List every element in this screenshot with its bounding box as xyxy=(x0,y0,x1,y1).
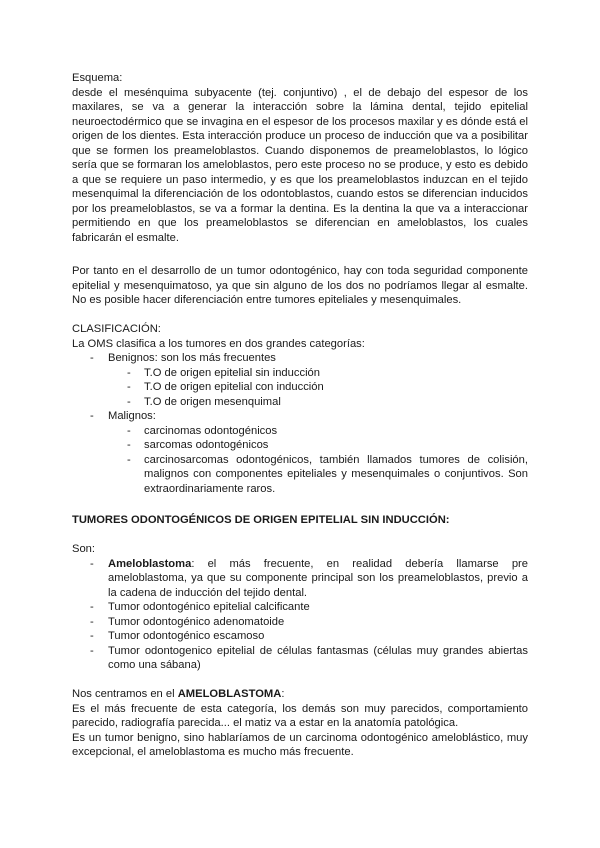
dash-bullet: - xyxy=(90,615,94,628)
ameloblastoma-description: : el más frecuente, en realidad debería llamarse pre ameloblastoma, ya que su componente principal son los preameloblastos, previo a la cadena de inducción del tejido dental. xyxy=(108,557,528,599)
dash-bullet: - xyxy=(90,630,94,643)
dash-bullet: - xyxy=(90,644,94,657)
epithelial-heading: TUMORES ODONTOGÉNICOS DE ORIGEN EPITELIAL SIN INDUCCIÓN: xyxy=(72,514,450,526)
dash-bullet: - xyxy=(127,366,131,379)
focus-heading xyxy=(72,687,528,702)
list-item xyxy=(72,644,528,673)
dash-bullet: - xyxy=(127,381,131,394)
benign-item: T.O de origen epitelial sin inducción xyxy=(144,366,320,379)
epithelial-item: Tumor odontogenico epitelial de células fantasmas (células muy grandes abiertas como una sábana) xyxy=(108,644,528,672)
focus-paragraph-1: Es el más frecuente de esta categoría, los demás son muy parecidos, comportamiento parecido, radiografía parecida... el matiz va a estar en la anatomía patológica. xyxy=(72,702,528,730)
list-item xyxy=(72,438,528,453)
focus-lead: Nos centramos en el xyxy=(72,688,178,700)
epithelial-list-section xyxy=(72,542,528,673)
list-item xyxy=(72,557,528,601)
dash-bullet: - xyxy=(90,557,94,570)
intro-paragraph: desde el mesénquima subyacente (tej. conjuntivo) , el de debajo del espesor de los maxilares, se va a generar la interacción sobre la lámina dental, tejido epitelial neuroectodérmico que se invagina en el espesor de los procesos maxilar y es dónde está el origen de los dientes. Esta interacción produce un proceso de inducción que va a posibilitar que se formen los preameloblastos. Cuando disponemos de preameloblastos, lo lógico sería que se formaran los ameloblastos, pero este proceso no se produce, y esto es debido a que se requiere un paso intermedio, y es que los preameloblastos induzcan en el tejido mesenquimal la diferenciación de los odontoblastos, cuando estos se diferencian inducidos por los preameloblastos, se va a formar la dentina. Es la dentina la que va a interaccionar permitiendo en que los preameloblastos se diferencian en ameloblastos, los cuales fabricarán el esmalte. xyxy=(72,86,528,245)
classification-list xyxy=(72,351,528,366)
epithelial-section xyxy=(72,513,528,528)
classification-list-malignant xyxy=(72,409,528,424)
list-item xyxy=(72,380,528,395)
dash-bullet: - xyxy=(127,453,131,466)
epithelial-item: Tumor odontogénico adenomatoide xyxy=(108,615,285,628)
development-paragraph: Por tanto en el desarrollo de un tumor odontogénico, hay con toda seguridad componente epitelial y mesenquimatoso, ya que sin alguno de los dos no podríamos llegar al esmalte. No es posible hacer diferenciación entre tumores epiteliales y mesenquimales. xyxy=(72,265,528,307)
dash-bullet: - xyxy=(127,424,131,437)
dash-bullet: - xyxy=(90,601,94,614)
malignant-item: sarcomas odontogénicos xyxy=(144,439,269,452)
epithelial-item: Tumor odontogénico epitelial calcificante xyxy=(108,601,310,614)
epithelial-list xyxy=(72,557,528,673)
dash-bullet: - xyxy=(127,439,131,452)
malignant-sublist xyxy=(72,424,528,497)
malignant-item: carcinomas odontogénicos xyxy=(144,424,278,437)
benign-sublist xyxy=(72,366,528,410)
list-item xyxy=(72,600,528,615)
classification-heading: CLASIFICACIÓN: xyxy=(72,323,161,335)
classification-section xyxy=(72,322,528,497)
list-item xyxy=(72,424,528,439)
epithelial-intro: Son: xyxy=(72,543,96,555)
dash-bullet: - xyxy=(127,395,131,408)
list-item xyxy=(72,453,528,497)
intro-section xyxy=(72,71,528,246)
list-item-benign xyxy=(72,351,528,366)
dash-bullet: - xyxy=(90,410,94,423)
ameloblastoma-term: Ameloblastoma xyxy=(108,557,192,570)
list-item xyxy=(72,395,528,410)
epithelial-item: Tumor odontogénico escamoso xyxy=(108,630,265,643)
classification-intro: La OMS clasifica a los tumores en dos grandes categorías: xyxy=(72,337,365,350)
development-section xyxy=(72,264,528,308)
malignant-label: Malignos: xyxy=(108,410,156,423)
list-item-malignant xyxy=(72,409,528,424)
dash-bullet: - xyxy=(90,352,94,365)
focus-colon: : xyxy=(281,688,285,700)
malignant-item: carcinosarcomas odontogénicos, también llamados tumores de colisión, malignos con componentes epiteliales y mesenquimales o conjuntivos. Son extraordinariamente raros. xyxy=(144,453,528,496)
benign-item: T.O de origen epitelial con inducción xyxy=(144,381,324,394)
benign-label: Benignos: son los más frecuentes xyxy=(108,352,276,365)
list-item xyxy=(72,366,528,381)
focus-section xyxy=(72,687,528,760)
focus-term: AMELOBLASTOMA xyxy=(177,688,282,700)
list-item xyxy=(72,629,528,644)
list-item xyxy=(72,615,528,630)
benign-item: T.O de origen mesenquimal xyxy=(144,395,281,408)
intro-label: Esquema: xyxy=(72,72,123,84)
focus-paragraph-2: Es un tumor benigno, sino hablaríamos de un carcinoma odontogénico ameloblástico, muy excepcional, el ameloblastoma es mucho más frecuente. xyxy=(72,731,528,759)
